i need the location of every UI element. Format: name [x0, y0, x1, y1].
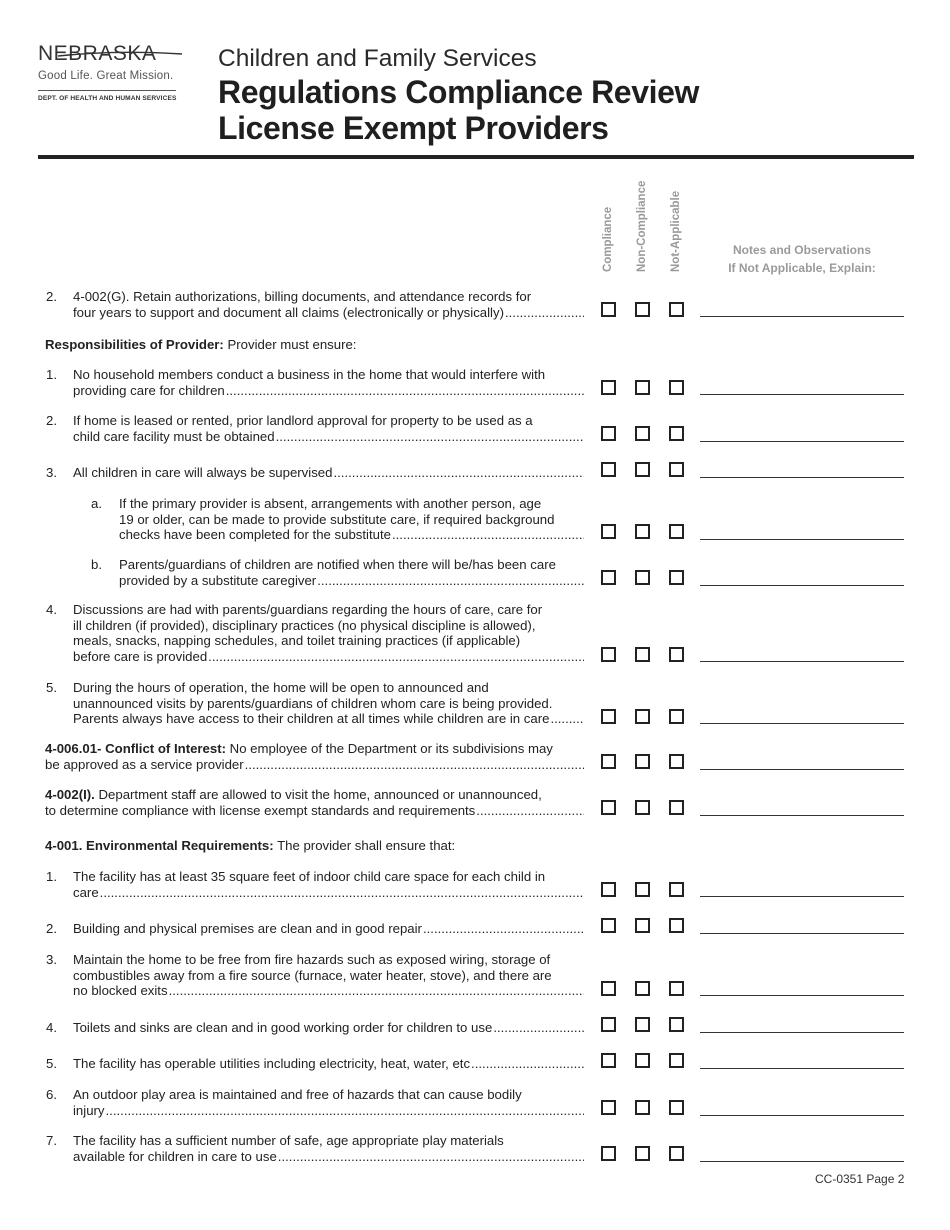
item-line-leader [73, 1020, 584, 1036]
item-number: 2. [46, 921, 57, 936]
item-line: The facility has at least 35 square feet of indoor child care space for each child in [73, 869, 546, 884]
item-line: care [73, 884, 99, 900]
notes-field[interactable] [700, 661, 904, 662]
non-compliance-checkbox[interactable] [635, 709, 650, 724]
item-line-leader [73, 1056, 584, 1072]
item-line-leader [45, 757, 584, 773]
item-number: 1. [46, 367, 57, 382]
item-text [73, 1087, 584, 1118]
section-heading-bold: Responsibilities of Provider: [45, 337, 224, 352]
compliance-checkbox[interactable] [601, 1146, 616, 1161]
non-compliance-checkbox[interactable] [635, 800, 650, 815]
section-heading-text: Provider must ensure: [223, 337, 357, 352]
not-applicable-checkbox[interactable] [669, 524, 684, 539]
item-line: During the hours of operation, the home will be open to announced and [73, 680, 489, 695]
item-line: to determine compliance with license exempt standards and requirements [45, 802, 476, 818]
compliance-checkbox[interactable] [601, 647, 616, 662]
column-header-non-compliance: Non-Compliance [636, 180, 648, 272]
header-title-line1: Regulations Compliance Review [218, 74, 699, 110]
notes-field[interactable] [700, 585, 904, 586]
item-heading-bold: 4-006.01- Conflict of Interest: [45, 741, 226, 756]
notes-field[interactable] [700, 539, 904, 540]
item-line: no blocked exits [73, 983, 168, 999]
compliance-checkbox[interactable] [601, 570, 616, 585]
not-applicable-checkbox[interactable] [669, 462, 684, 477]
non-compliance-checkbox[interactable] [635, 380, 650, 395]
non-compliance-checkbox[interactable] [635, 302, 650, 317]
header-title-line2: License Exempt Providers [218, 110, 609, 146]
compliance-checkbox[interactable] [601, 302, 616, 317]
item-line-leader [119, 573, 584, 589]
item-line [45, 741, 584, 757]
item-line: Maintain the home to be free from fire hazards such as exposed wiring, storage of [73, 952, 551, 967]
not-applicable-checkbox[interactable] [669, 302, 684, 317]
item-line: Parents/guardians of children are notified when there will be/has been care [119, 557, 556, 572]
item-line: Toilets and sinks are clean and in good working order for children to use [73, 1020, 493, 1035]
item-line-leader [73, 649, 584, 665]
not-applicable-checkbox[interactable] [669, 981, 684, 996]
item-line-leader [45, 803, 584, 819]
item-text [73, 465, 584, 481]
notes-field[interactable] [700, 896, 904, 897]
item-number: 5. [46, 1056, 57, 1071]
compliance-checkbox[interactable] [601, 709, 616, 724]
column-header-not-applicable: Not-Applicable [670, 190, 682, 272]
not-applicable-checkbox[interactable] [669, 1053, 684, 1068]
item-line: be approved as a service provider [45, 756, 244, 772]
notes-header-line2: If Not Applicable, Explain: [728, 260, 876, 275]
not-applicable-checkbox[interactable] [669, 426, 684, 441]
item-text [73, 602, 584, 664]
logo-department: DEPT. OF HEALTH AND HUMAN SERVICES [38, 95, 177, 102]
item-line: injury [73, 1102, 105, 1118]
item-number: 3. [46, 952, 57, 967]
compliance-checkbox[interactable] [601, 981, 616, 996]
notes-field[interactable] [700, 394, 904, 395]
not-applicable-checkbox[interactable] [669, 1100, 684, 1115]
not-applicable-checkbox[interactable] [669, 647, 684, 662]
item-text [73, 1133, 584, 1164]
notes-field[interactable] [700, 815, 904, 816]
item-line: four years to support and document all claims (electronically or physically) [73, 304, 504, 320]
non-compliance-checkbox[interactable] [635, 754, 650, 769]
compliance-checkbox[interactable] [601, 882, 616, 897]
item-text [73, 289, 584, 320]
notes-field[interactable] [700, 1068, 904, 1069]
item-number: 2. [46, 413, 57, 428]
item-text [73, 680, 584, 727]
logo-wordmark [38, 42, 180, 66]
compliance-checkbox[interactable] [601, 380, 616, 395]
item-line: before care is provided [73, 648, 208, 664]
compliance-checkbox[interactable] [601, 1100, 616, 1115]
header-subtitle: Children and Family Services [218, 45, 537, 72]
section-heading [45, 337, 356, 353]
item-line-leader [73, 1103, 584, 1119]
item-text [73, 1020, 584, 1036]
notes-field[interactable] [700, 316, 904, 317]
item-number: 1. [46, 869, 57, 884]
compliance-checkbox[interactable] [601, 1053, 616, 1068]
not-applicable-checkbox[interactable] [669, 709, 684, 724]
non-compliance-checkbox[interactable] [635, 462, 650, 477]
notes-field[interactable] [700, 1161, 904, 1162]
item-line: provided by a substitute caregiver [119, 572, 317, 588]
section-heading-bold: 4-001. Environmental Requirements: [45, 838, 274, 853]
item-line-leader [73, 711, 584, 727]
item-text [73, 952, 584, 999]
logo-tagline: Good Life. Great Mission. [38, 70, 174, 82]
item-line-leader [73, 305, 584, 321]
item-line: checks have been completed for the substitute [119, 527, 391, 543]
non-compliance-checkbox[interactable] [635, 882, 650, 897]
non-compliance-checkbox[interactable] [635, 1053, 650, 1068]
item-line: 19 or older, can be made to provide substitute care, if required background [119, 511, 555, 527]
compliance-checkbox[interactable] [601, 524, 616, 539]
item-text [73, 869, 584, 900]
header-divider [38, 155, 914, 159]
item-number: 6. [46, 1087, 57, 1102]
item-line-text: Department staff are allowed to visit the home, announced or unannounced, [94, 787, 542, 802]
item-text [73, 1056, 584, 1072]
non-compliance-checkbox[interactable] [635, 570, 650, 585]
subitem-letter: b. [91, 557, 102, 572]
notes-field[interactable] [700, 1032, 904, 1033]
non-compliance-checkbox[interactable] [635, 981, 650, 996]
compliance-checkbox[interactable] [601, 918, 616, 933]
item-line-leader [73, 383, 584, 399]
compliance-checkbox[interactable] [601, 462, 616, 477]
notes-field[interactable] [700, 441, 904, 442]
not-applicable-checkbox[interactable] [669, 918, 684, 933]
item-line: child care facility must be obtained [73, 428, 275, 444]
item-line: ill children (if provided), disciplinary practices (no physical discipline is allowed), [73, 617, 536, 633]
item-line: providing care for children [73, 382, 225, 398]
section-heading-text: The provider shall ensure that: [273, 838, 456, 853]
item-line-leader [73, 465, 584, 481]
not-applicable-checkbox[interactable] [669, 570, 684, 585]
non-compliance-checkbox[interactable] [635, 1100, 650, 1115]
notes-field[interactable] [700, 933, 904, 934]
item-line-text: No employee of the Department or its subdivisions may [226, 741, 553, 756]
not-applicable-checkbox[interactable] [669, 1017, 684, 1032]
item-number: 4. [46, 602, 57, 617]
item-number: 2. [46, 289, 57, 304]
not-applicable-checkbox[interactable] [669, 380, 684, 395]
item-line: unannounced visits by parents/guardians of children whom care is being provided. [73, 695, 553, 711]
item-line: All children in care will always be supervised [73, 465, 333, 480]
item-line-leader [73, 1149, 584, 1165]
item-line: An outdoor play area is maintained and free of hazards that can cause bodily [73, 1087, 522, 1102]
item-line: Parents always have access to their children at all times while children are in care [73, 711, 550, 727]
document-header [218, 44, 699, 146]
non-compliance-checkbox[interactable] [635, 1017, 650, 1032]
item-line-leader [119, 527, 584, 543]
column-header-compliance: Compliance [602, 206, 614, 272]
logo-word: NEBRASKA [38, 42, 157, 65]
item-line: 4-002(G). Retain authorizations, billing documents, and attendance records for [73, 289, 532, 304]
column-header-notes [702, 242, 902, 277]
compliance-checkbox[interactable] [601, 1017, 616, 1032]
not-applicable-checkbox[interactable] [669, 882, 684, 897]
item-number: 7. [46, 1133, 57, 1148]
item-line-leader [73, 921, 584, 937]
section-heading [45, 838, 455, 854]
item-number: 4. [46, 1020, 57, 1035]
notes-field[interactable] [700, 723, 904, 724]
item-line: combustibles away from a fire source (furnace, water heater, stove), and there are [73, 967, 552, 983]
logo-divider [38, 90, 176, 91]
non-compliance-checkbox[interactable] [635, 1146, 650, 1161]
item-line: The facility has a sufficient number of safe, age appropriate play materials [73, 1133, 504, 1148]
not-applicable-checkbox[interactable] [669, 800, 684, 815]
item-text [45, 787, 584, 818]
subitem-letter: a. [91, 496, 102, 511]
item-line: If home is leased or rented, prior landlord approval for property to be used as a [73, 413, 533, 428]
non-compliance-checkbox[interactable] [635, 524, 650, 539]
non-compliance-checkbox[interactable] [635, 426, 650, 441]
item-line: available for children in care to use [73, 1148, 277, 1164]
logo-swoosh-icon [56, 43, 184, 65]
item-heading-bold: 4-002(I). [45, 787, 95, 802]
notes-header-line1: Notes and Observations [732, 243, 872, 257]
not-applicable-checkbox[interactable] [669, 754, 684, 769]
compliance-checkbox[interactable] [601, 754, 616, 769]
item-text [73, 367, 584, 398]
item-number: 5. [46, 680, 57, 695]
item-text [73, 413, 584, 444]
notes-field[interactable] [700, 477, 904, 478]
item-text [73, 921, 584, 937]
notes-field[interactable] [700, 1115, 904, 1116]
compliance-checkbox[interactable] [601, 426, 616, 441]
non-compliance-checkbox[interactable] [635, 647, 650, 662]
subitem-text [119, 557, 584, 588]
notes-field[interactable] [700, 769, 904, 770]
notes-field[interactable] [700, 995, 904, 996]
nebraska-logo [38, 42, 180, 102]
item-number: 3. [46, 465, 57, 480]
item-line-leader [73, 983, 584, 999]
compliance-checkbox[interactable] [601, 800, 616, 815]
item-line: No household members conduct a business in the home that would interfere with [73, 367, 546, 382]
non-compliance-checkbox[interactable] [635, 918, 650, 933]
subitem-text [119, 496, 584, 543]
item-line-leader [73, 429, 584, 445]
item-line: Discussions are had with parents/guardians regarding the hours of care, care for [73, 602, 543, 617]
item-line-leader [73, 885, 584, 901]
item-line [45, 787, 584, 803]
item-line: If the primary provider is absent, arrangements with another person, age [119, 496, 542, 511]
item-text [45, 741, 584, 772]
item-line: The facility has operable utilities including electricity, heat, water, etc [73, 1056, 471, 1071]
item-line: Building and physical premises are clean and in good repair [73, 921, 422, 936]
form-id-page-number: CC-0351 Page 2 [815, 1172, 905, 1186]
not-applicable-checkbox[interactable] [669, 1146, 684, 1161]
item-line: meals, snacks, napping schedules, and toilet training practices (if applicable) [73, 633, 521, 649]
